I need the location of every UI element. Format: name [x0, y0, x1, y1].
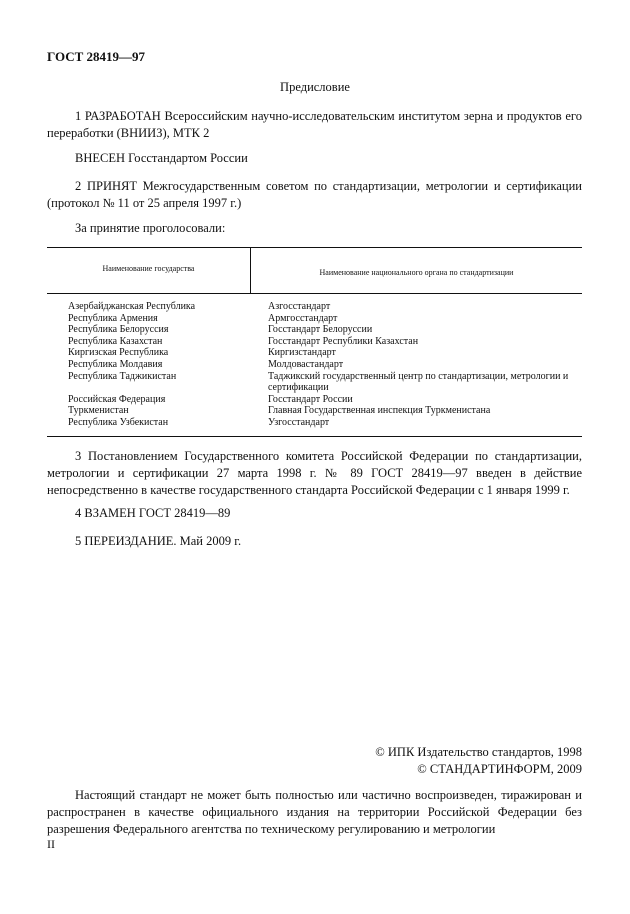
table-header-state: Наименование государства	[102, 264, 195, 273]
page-number: II	[47, 837, 55, 851]
item-adopted: 2 ПРИНЯТ Межгосударственным советом по стандартизации, метрологии и сертификации (протокол № 11 от 25 апреля 1997 г.)	[47, 179, 582, 210]
voting-table	[47, 247, 582, 437]
table-cell-state: Республика Молдавия	[68, 358, 163, 370]
table-cell-state: Киргизская Республика	[68, 347, 169, 359]
copyright-line: © ИПК Издательство стандартов, 1998	[375, 745, 582, 759]
page-title: Предисловие	[280, 80, 350, 94]
table-cell-body: Госстандарт России	[268, 393, 353, 405]
item-developed: 1 РАЗРАБОТАН Всероссийским научно-исследовательским институтом зерна и продуктов его переработки (ВНИИЗ), МТК 2	[47, 109, 582, 140]
table-cell-state: Республика Таджикистан	[68, 370, 177, 382]
item-introduced: ВНЕСЕН Госстандартом России	[75, 151, 248, 165]
table-cell-body: Таджикский государственный центр по стандартизации, метрологии и сертификации	[268, 370, 569, 394]
table-cell-state: Туркменистан	[68, 405, 129, 417]
table-cell-body: Госстандарт Белоруссии	[268, 324, 373, 336]
table-header-body: Наименование национального органа по стандартизации	[319, 268, 514, 277]
table-cell-state: Республика Казахстан	[68, 335, 163, 347]
document-code: ГОСТ 28419—97	[47, 49, 146, 64]
item-replaces: 4 ВЗАМЕН ГОСТ 28419—89	[75, 506, 231, 520]
table-cell-state: Республика Белоруссия	[68, 324, 169, 336]
table-column-bodies	[268, 301, 578, 429]
reproduction-notice: Настоящий стандарт не может быть полностью или частично воспроизведен, тиражирован и распространен в качестве официального издания на территории Российской Федерации без разрешения Федерального агентства по техническому регулированию и метрологии	[47, 788, 582, 836]
table-cell-body: Узгосстандарт	[268, 416, 330, 428]
copyright-line: © СТАНДАРТИНФОРМ, 2009	[417, 762, 582, 776]
item-reissue: 5 ПЕРЕИЗДАНИЕ. Май 2009 г.	[75, 534, 242, 548]
table-cell-state: Азербайджанская Республика	[68, 301, 196, 312]
table-cell-state: Республика Армения	[68, 312, 158, 324]
table-cell-state: Российская Федерация	[68, 393, 166, 405]
table-column-states	[68, 301, 195, 429]
table-cell-body: Киргизстандарт	[268, 347, 336, 359]
voting-intro: За принятие проголосовали:	[75, 221, 226, 235]
table-cell-body: Главная Государственная инспекция Туркменистана	[268, 405, 491, 417]
copyright-block	[282, 744, 582, 778]
item-enacted: 3 Постановлением Государственного комитета Российской Федерации по стандартизации, метрологии и сертификации 27 марта 1998 г. № 89 ГОСТ 28419—97 введен в действие непосредственно в качестве государственного стандарта Российской Федерации с 1 января 1999 г.	[47, 449, 582, 497]
table-cell-body: Армгосстандарт	[268, 312, 338, 324]
table-cell-body: Азгосстандарт	[268, 301, 331, 312]
table-cell-state: Республика Узбекистан	[68, 416, 169, 428]
table-cell-body: Молдовастандарт	[268, 358, 344, 370]
table-cell-body: Госстандарт Республики Казахстан	[268, 335, 419, 347]
table-header	[47, 248, 582, 294]
